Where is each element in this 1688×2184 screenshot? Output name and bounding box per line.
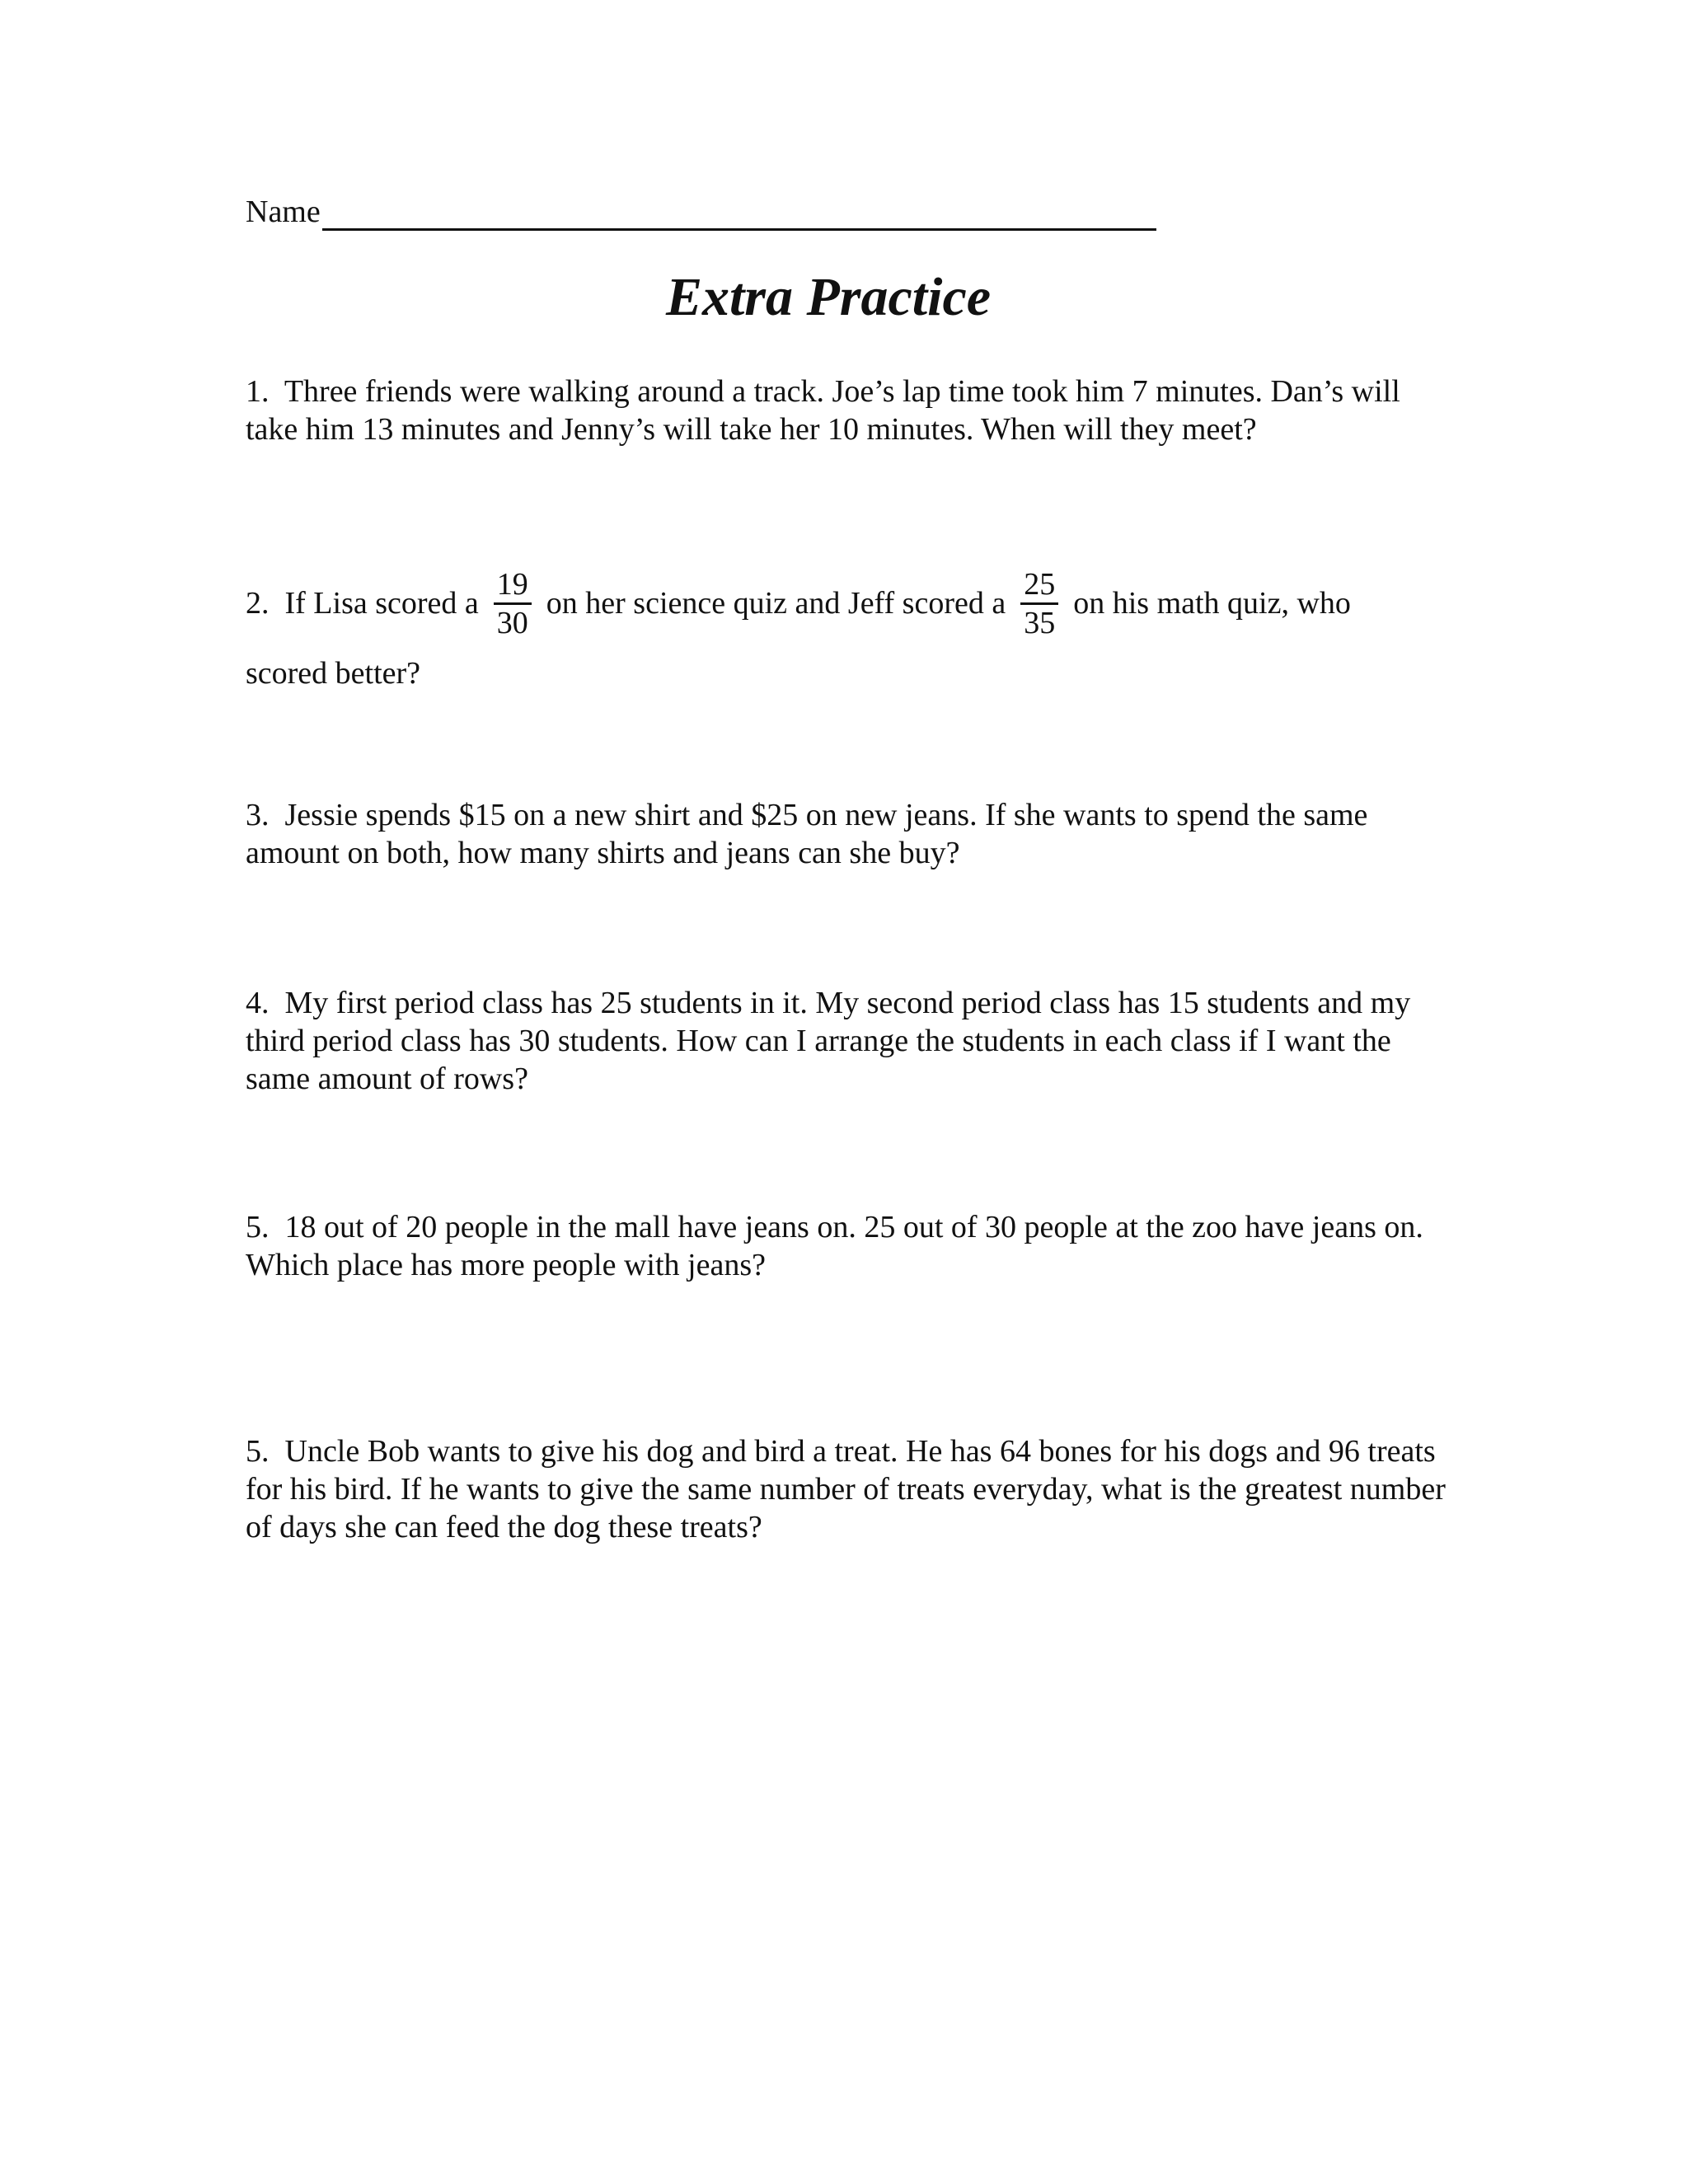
name-field xyxy=(246,196,1156,227)
fraction-jeff xyxy=(1020,566,1058,641)
name-label: Name xyxy=(246,194,321,229)
fraction-lisa xyxy=(494,566,532,641)
question-number: 5. xyxy=(246,1434,270,1469)
question-text: Three friends were walking around a track. Joe’s lap time took him 7 minutes. Dan’s will take him 13 minutes and Jenny’s will take her 10 minutes. When will they meet? xyxy=(246,374,1400,447)
question-number: 5. xyxy=(246,1210,270,1244)
question-6 xyxy=(246,1432,1449,1546)
question-text-before: If Lisa scored a xyxy=(284,586,479,621)
question-text: Uncle Bob wants to give his dog and bird a treat. He has 64 bones for his dogs and 96 treats for his bird. If he wants to give the same number of treats everyday, what is the greatest number of days she can feed the dog these treats? xyxy=(246,1434,1446,1544)
question-5 xyxy=(246,1208,1449,1284)
question-number: 1. xyxy=(246,374,270,409)
fraction-denominator: 35 xyxy=(1024,605,1056,640)
question-2 xyxy=(246,560,1449,692)
page-title: Extra Practice xyxy=(665,267,992,327)
question-text-middle: on her science quiz and Jeff scored a xyxy=(546,586,1006,621)
question-number: 3. xyxy=(246,798,270,832)
fraction-denominator: 30 xyxy=(496,605,528,640)
question-text: Jessie spends $15 on a new shirt and $25 on new jeans. If she wants to spend the same amount on both, how many shirts and jeans can she buy? xyxy=(246,798,1368,870)
question-number: 2. xyxy=(246,586,270,621)
question-4 xyxy=(246,984,1449,1098)
question-1 xyxy=(246,373,1449,448)
question-text-after: on his math quiz, who xyxy=(1073,586,1351,621)
question-3 xyxy=(246,796,1449,872)
fraction-numerator: 19 xyxy=(494,566,532,605)
question-text-line2: scored better? xyxy=(246,656,421,691)
fraction-numerator: 25 xyxy=(1020,566,1058,605)
question-number: 4. xyxy=(246,986,270,1020)
question-text: 18 out of 20 people in the mall have jeans on. 25 out of 30 people at the zoo have jeans on. Which place has more people with jeans? xyxy=(246,1210,1423,1282)
question-text: My first period class has 25 students in it. My second period class has 15 students and my third period class has 30 students. How can I arrange the students in each class if I want the same amount of rows? xyxy=(246,986,1411,1096)
name-blank-line[interactable] xyxy=(322,228,1156,231)
